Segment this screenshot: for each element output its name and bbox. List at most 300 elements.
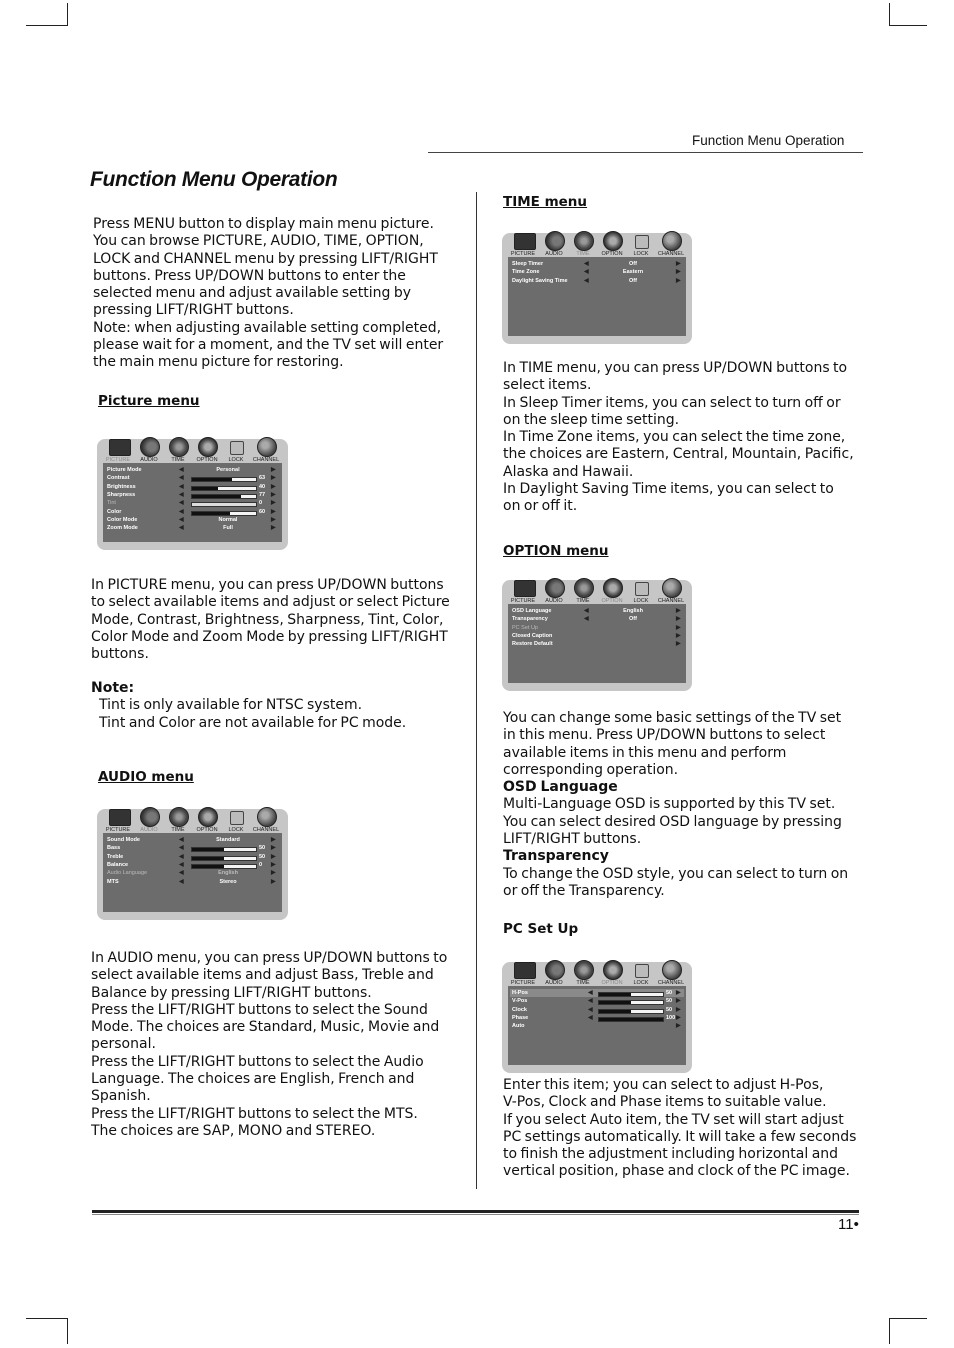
- level-bar-fill: [192, 865, 224, 868]
- menu-tab-label: OPTION: [196, 457, 218, 463]
- text-line: To change the OSD style, you can select to turn on: [503, 865, 849, 882]
- crop-mark: [889, 1318, 927, 1319]
- left-arrow-icon: ◀: [584, 261, 589, 267]
- menu-row: [107, 475, 278, 483]
- text-line: to select available items and adjust or select Picture: [91, 594, 450, 611]
- menu-row: [107, 467, 278, 475]
- text-line: in this menu. Press UP/DOWN buttons to select: [503, 727, 826, 744]
- left-arrow-icon: ◀: [179, 853, 184, 860]
- text-line: The choices are SAP, MONO and STEREO.: [91, 1122, 376, 1139]
- audio-tab-icon: [545, 960, 565, 980]
- left-arrow-icon: ◀: [588, 1014, 593, 1021]
- menu-row-label: Sleep Timer: [512, 261, 544, 267]
- text-line: Press the LIFT/RIGHT buttons to select the Audio: [91, 1053, 424, 1070]
- menu-screen: [508, 604, 686, 683]
- right-arrow-icon: ▶: [676, 616, 681, 623]
- level-bar-fill: [192, 857, 224, 860]
- option-description: [503, 710, 848, 900]
- menu-tab-label: CHANNEL: [252, 827, 280, 833]
- right-arrow-icon: ▶: [271, 483, 276, 490]
- lock-tab-icon: [230, 811, 244, 825]
- menu-row-label: Zoom Mode: [107, 525, 138, 532]
- text-line: or off the Transparency.: [503, 882, 665, 899]
- option-tab-icon: [603, 578, 623, 598]
- column-divider: [476, 192, 477, 1189]
- menu-row-label: V-Pos: [512, 998, 528, 1005]
- menu-row-label: Brightness: [107, 483, 136, 490]
- menu-row-label: Audio Language: [107, 870, 148, 877]
- text-line: the main menu picture for restoring.: [93, 354, 344, 371]
- right-arrow-icon: ▶: [676, 990, 681, 996]
- text-line: buttons. Press UP/DOWN buttons to enter the: [93, 267, 406, 284]
- menu-tab-label: LOCK: [228, 457, 244, 463]
- left-arrow-icon: ◀: [584, 616, 589, 623]
- menu-tab-label: AUDIO: [545, 251, 563, 257]
- crop-mark: [889, 25, 927, 26]
- crop-mark: [26, 1318, 68, 1319]
- time-tab-icon: [574, 231, 594, 251]
- text-line: vertical position, phase and clock of the PC image.: [503, 1163, 850, 1180]
- level-bar-fill: [599, 993, 631, 996]
- menu-row: [107, 862, 278, 870]
- menu-row-value: Standard: [216, 837, 240, 843]
- menu-row-value: Off: [629, 277, 637, 284]
- menu-row: [107, 492, 278, 500]
- menu-row-label: H-Pos: [512, 990, 528, 996]
- right-arrow-icon: ▶: [271, 861, 276, 868]
- menu-row-label: Picture Mode: [107, 467, 142, 473]
- left-arrow-icon: ◀: [584, 269, 589, 276]
- level-value: 60: [259, 508, 266, 515]
- menu-row: [512, 1007, 682, 1015]
- right-arrow-icon: ▶: [271, 525, 276, 532]
- note-label: Note:: [91, 680, 135, 696]
- footer-rule: [92, 1210, 859, 1213]
- menu-row-label: Daylight Saving Time: [512, 277, 568, 284]
- text-line: In TIME menu, you can press UP/DOWN buttons to: [503, 360, 848, 376]
- page-number: 11•: [838, 1216, 859, 1233]
- level-bar-fill: [192, 512, 230, 515]
- menu-screen: [508, 986, 686, 1065]
- menu-row-label: Restore Default: [512, 641, 553, 648]
- menu-row: [512, 616, 682, 624]
- menu-row: [512, 998, 682, 1006]
- text-line: select items.: [503, 377, 592, 394]
- menu-row-value: English: [623, 608, 643, 614]
- menu-row-label: Color Mode: [107, 516, 138, 523]
- text-line: V-Pos, Clock and Phase items to suitable value.: [503, 1094, 827, 1111]
- time-description: [503, 360, 854, 516]
- lock-tab-icon: [635, 235, 649, 249]
- option-menu-heading: OPTION menu: [503, 543, 609, 559]
- menu-row: [512, 608, 682, 616]
- text-line: Note: when adjusting available setting completed,: [93, 319, 442, 336]
- text-line: Spanish.: [91, 1088, 151, 1105]
- text-line: You can select desired OSD language by pressing: [503, 813, 842, 830]
- menu-row-value: English: [218, 870, 238, 877]
- text-line: If you select Auto item, the TV set will start adjust: [503, 1111, 844, 1128]
- level-bar-fill: [192, 487, 218, 490]
- level-value: 40: [259, 483, 266, 490]
- menu-row-label: PC Set Up: [512, 624, 538, 631]
- menu-row: [107, 517, 278, 525]
- time-tab-icon: [574, 578, 594, 598]
- menu-row: [512, 633, 682, 641]
- menu-row: [512, 278, 682, 286]
- crop-mark: [26, 25, 68, 26]
- menu-row-label: Color: [107, 508, 122, 515]
- menu-row-value: Off: [629, 616, 637, 623]
- menu-tab-label: LOCK: [633, 980, 649, 986]
- menu-tab-label: CHANNEL: [657, 598, 685, 604]
- left-arrow-icon: ◀: [179, 845, 184, 852]
- menu-tab-label: TIME: [171, 457, 185, 463]
- text-line: corresponding operation.: [503, 761, 679, 778]
- menu-row-label: Contrast: [107, 475, 130, 482]
- level-value: 50: [259, 853, 266, 860]
- option-menu-screenshot: [502, 580, 692, 691]
- menu-tab-label: LOCK: [228, 827, 244, 833]
- menu-row-label: Treble: [107, 853, 124, 860]
- right-arrow-icon: ▶: [676, 269, 681, 276]
- menu-row-value: Personal: [216, 467, 240, 473]
- menu-row: [512, 261, 682, 269]
- menu-row-label: MTS: [107, 878, 119, 885]
- level-value: 0: [259, 861, 263, 868]
- level-value: 50: [259, 845, 266, 852]
- menu-row-label: Auto: [512, 1023, 525, 1030]
- right-arrow-icon: ▶: [271, 845, 276, 852]
- left-arrow-icon: ◀: [179, 525, 184, 532]
- right-arrow-icon: ▶: [271, 491, 276, 498]
- right-arrow-icon: ▶: [676, 624, 681, 631]
- level-bar: [598, 1017, 664, 1022]
- menu-tab-label: PICTURE: [510, 251, 536, 257]
- text-line: Balance by pressing LIFT/RIGHT buttons.: [91, 984, 372, 1001]
- audio-description: [91, 950, 447, 1140]
- level-bar: [191, 477, 257, 482]
- text-line: You can browse PICTURE, AUDIO, TIME, OPTION,: [93, 233, 424, 250]
- level-value: 50: [666, 990, 673, 996]
- level-bar-fill: [192, 495, 241, 498]
- level-bar: [191, 502, 257, 507]
- text-line: PC settings automatically. It will take a few seconds: [503, 1128, 857, 1145]
- option-tab-icon: [198, 437, 218, 457]
- right-arrow-icon: ▶: [271, 853, 276, 860]
- menu-row: [512, 269, 682, 277]
- text-line: Press MENU button to display main menu picture.: [93, 216, 434, 232]
- left-arrow-icon: ◀: [588, 990, 593, 996]
- menu-screen: [103, 833, 282, 912]
- menu-tab-label: PICTURE: [105, 457, 131, 463]
- text-line: In Sleep Timer items, you can select to turn off or: [503, 394, 841, 411]
- level-bar-fill: [192, 478, 232, 481]
- menu-row: [107, 879, 278, 887]
- left-arrow-icon: ◀: [588, 1006, 593, 1013]
- menu-row-label: Balance: [107, 861, 129, 868]
- time-menu-heading: TIME menu: [503, 194, 588, 210]
- menu-tab-label: CHANNEL: [252, 457, 280, 463]
- level-value: 50: [666, 1006, 673, 1013]
- text-line: available items in this menu and perform: [503, 744, 787, 761]
- menu-row-value: Normal: [218, 516, 238, 523]
- right-arrow-icon: ▶: [271, 870, 276, 877]
- right-arrow-icon: ▶: [271, 475, 276, 482]
- menu-row: [107, 837, 278, 845]
- menu-row-value: Full: [223, 525, 233, 532]
- level-value: 63: [259, 475, 266, 482]
- text-line: In Time Zone items, you can select the time zone,: [503, 429, 846, 446]
- text-line: to finish the adjustment including horizontal and: [503, 1146, 839, 1163]
- text-line: personal.: [91, 1036, 156, 1053]
- menu-row: [512, 990, 682, 998]
- right-arrow-icon: ▶: [271, 508, 276, 515]
- right-arrow-icon: ▶: [676, 261, 681, 267]
- pc-setup-screenshot: [502, 962, 692, 1073]
- text-line: In Daylight Saving Time items, you can select to: [503, 481, 834, 498]
- level-bar: [191, 486, 257, 491]
- level-value: 100: [666, 1014, 676, 1021]
- level-bar: [598, 992, 664, 997]
- left-arrow-icon: ◀: [179, 467, 184, 473]
- level-bar: [191, 511, 257, 516]
- level-bar-fill: [599, 1018, 663, 1021]
- time-menu-screenshot: [502, 233, 692, 344]
- lock-tab-icon: [635, 582, 649, 596]
- menu-row: [107, 845, 278, 853]
- menu-tab-label: TIME: [171, 827, 185, 833]
- menu-row: [512, 1015, 682, 1023]
- menu-tab-label: TIME: [576, 598, 590, 604]
- level-value: 50: [666, 998, 673, 1005]
- text-line: LIFT/RIGHT buttons.: [503, 831, 642, 848]
- menu-row-label: Tint: [107, 500, 116, 507]
- menu-tab-label: CHANNEL: [657, 251, 685, 257]
- text-line: Enter this item; you can select to adjust H-Pos,: [503, 1077, 824, 1093]
- time-tab-icon: [169, 437, 189, 457]
- channel-tab-icon: [257, 437, 277, 457]
- picture-tab-icon: [109, 439, 131, 456]
- level-bar-fill: [192, 848, 224, 851]
- right-arrow-icon: ▶: [271, 837, 276, 843]
- lock-tab-icon: [635, 964, 649, 978]
- menu-row-label: OSD Language: [512, 608, 552, 614]
- audio-menu-screenshot: [97, 809, 288, 920]
- text-line: Tint and Color are not available for PC mode.: [99, 714, 407, 731]
- right-arrow-icon: ▶: [676, 1023, 681, 1030]
- right-arrow-icon: ▶: [271, 878, 276, 885]
- text-line: Press the LIFT/RIGHT buttons to select the MTS.: [91, 1105, 418, 1122]
- menu-screen: [103, 463, 282, 542]
- text-line: pressing LIFT/RIGHT buttons.: [93, 302, 294, 319]
- menu-row-label: Clock: [512, 1006, 527, 1013]
- level-bar-fill: [599, 1010, 631, 1013]
- menu-tab-label: TIME: [576, 251, 590, 257]
- picture-menu-heading: Picture menu: [98, 393, 200, 409]
- menu-row-label: Sound Mode: [107, 837, 140, 843]
- menu-tab-label: OPTION: [601, 251, 623, 257]
- menu-tab-label: PICTURE: [105, 827, 131, 833]
- left-arrow-icon: ◀: [179, 483, 184, 490]
- pc-setup-heading: PC Set Up: [503, 921, 579, 937]
- text-line: Language. The choices are English, French and: [91, 1071, 415, 1088]
- menu-tab-label: AUDIO: [545, 598, 563, 604]
- menu-row: [107, 484, 278, 492]
- left-arrow-icon: ◀: [179, 837, 184, 843]
- right-arrow-icon: ▶: [676, 998, 681, 1005]
- menu-tab-label: OPTION: [601, 598, 623, 604]
- text-line: Color Mode and Zoom Mode by pressing LIFT/RIGHT: [91, 628, 448, 645]
- page-title: Function Menu Operation: [90, 168, 338, 191]
- option-tab-icon: [198, 807, 218, 827]
- picture-note: [91, 680, 406, 732]
- left-arrow-icon: ◀: [179, 500, 184, 507]
- crop-mark: [889, 1318, 890, 1344]
- left-arrow-icon: ◀: [179, 870, 184, 877]
- menu-row: [512, 1023, 682, 1031]
- menu-tab-label: LOCK: [633, 598, 649, 604]
- right-arrow-icon: ▶: [676, 641, 681, 648]
- crop-mark: [67, 3, 68, 26]
- time-tab-icon: [574, 960, 594, 980]
- menu-screen: [508, 257, 686, 336]
- menu-row-value: Off: [629, 261, 637, 267]
- left-arrow-icon: ◀: [179, 475, 184, 482]
- menu-row-label: Closed Caption: [512, 632, 553, 639]
- time-tab-icon: [169, 807, 189, 827]
- menu-tab-label: PICTURE: [510, 980, 536, 986]
- option-tab-icon: [603, 960, 623, 980]
- text-line: buttons.: [91, 646, 149, 663]
- right-arrow-icon: ▶: [676, 1006, 681, 1013]
- intro-paragraph: [93, 216, 443, 372]
- lock-tab-icon: [230, 441, 244, 455]
- text-line: In AUDIO menu, you can press UP/DOWN buttons to: [91, 950, 448, 966]
- level-bar-fill: [599, 1001, 631, 1004]
- level-bar: [191, 494, 257, 499]
- right-arrow-icon: ▶: [676, 1014, 681, 1021]
- level-bar: [191, 847, 257, 852]
- menu-tab-label: CHANNEL: [657, 980, 685, 986]
- crop-mark: [67, 1318, 68, 1344]
- header-rule: [428, 152, 863, 153]
- menu-row: [107, 854, 278, 862]
- left-arrow-icon: ◀: [179, 878, 184, 885]
- picture-tab-icon: [514, 580, 536, 597]
- option-tab-icon: [603, 231, 623, 251]
- text-line: please wait for a moment, and the TV set will enter: [93, 337, 444, 354]
- text-line: Tint is only available for NTSC system.: [99, 697, 363, 714]
- text-line: In PICTURE menu, you can press UP/DOWN buttons: [91, 577, 444, 593]
- menu-row: [107, 509, 278, 517]
- transparency-heading: Transparency: [503, 848, 609, 865]
- text-line: Alaska and Hawaii.: [503, 463, 634, 480]
- crop-mark: [889, 3, 890, 26]
- level-bar: [598, 1009, 664, 1014]
- menu-tab-label: AUDIO: [140, 827, 158, 833]
- picture-description: [91, 577, 450, 663]
- channel-tab-icon: [662, 231, 682, 251]
- menu-row-label: Sharpness: [107, 491, 136, 498]
- left-arrow-icon: ◀: [588, 998, 593, 1005]
- right-arrow-icon: ▶: [271, 467, 276, 473]
- right-arrow-icon: ▶: [271, 516, 276, 523]
- menu-row: [107, 525, 278, 533]
- left-arrow-icon: ◀: [179, 861, 184, 868]
- right-arrow-icon: ▶: [676, 632, 681, 639]
- menu-tab-label: AUDIO: [140, 457, 158, 463]
- left-arrow-icon: ◀: [584, 277, 589, 284]
- menu-row-value: Stereo: [219, 878, 237, 885]
- menu-row-value: Eastern: [622, 269, 644, 276]
- menu-tab-label: PICTURE: [510, 598, 536, 604]
- menu-tab-label: OPTION: [196, 827, 218, 833]
- text-line: Multi-Language OSD is supported by this TV set.: [503, 796, 836, 813]
- osd-language-heading: OSD Language: [503, 779, 618, 796]
- audio-tab-icon: [140, 807, 160, 827]
- text-line: selected menu and adjust available setting by: [93, 285, 412, 302]
- menu-row-label: Time Zone: [512, 269, 540, 276]
- text-line: Press the LIFT/RIGHT buttons to select the Sound: [91, 1001, 428, 1018]
- level-bar: [191, 864, 257, 869]
- picture-tab-icon: [514, 962, 536, 979]
- menu-tab-label: TIME: [576, 980, 590, 986]
- channel-tab-icon: [257, 807, 277, 827]
- menu-row: [107, 500, 278, 508]
- right-arrow-icon: ▶: [676, 608, 681, 614]
- audio-tab-icon: [545, 578, 565, 598]
- footer-rule-thin: [92, 1214, 859, 1215]
- menu-tab-label: AUDIO: [545, 980, 563, 986]
- level-bar: [191, 856, 257, 861]
- menu-row: [512, 641, 682, 649]
- left-arrow-icon: ◀: [179, 508, 184, 515]
- channel-tab-icon: [662, 578, 682, 598]
- level-value: 77: [259, 491, 266, 498]
- menu-row-label: Phase: [512, 1014, 529, 1021]
- audio-tab-icon: [140, 437, 160, 457]
- text-line: You can change some basic settings of the TV set: [503, 710, 842, 726]
- menu-tab-label: OPTION: [601, 980, 623, 986]
- left-arrow-icon: ◀: [179, 516, 184, 523]
- menu-row: [107, 870, 278, 878]
- menu-row-label: Transparency: [512, 616, 548, 623]
- menu-tab-label: LOCK: [633, 251, 649, 257]
- picture-tab-icon: [514, 233, 536, 250]
- running-header: Function Menu Operation: [692, 133, 845, 148]
- level-bar: [598, 1000, 664, 1005]
- channel-tab-icon: [662, 960, 682, 980]
- level-value: 0: [259, 500, 263, 507]
- menu-row: [512, 625, 682, 633]
- menu-row-label: Bass: [107, 845, 121, 852]
- text-line: the choices are Eastern, Central, Mountain, Pacific,: [503, 446, 854, 463]
- text-line: on the sleep time setting.: [503, 411, 680, 428]
- text-line: on or off it.: [503, 498, 578, 515]
- picture-tab-icon: [109, 809, 131, 826]
- text-line: LOCK and CHANNEL menu by pressing LIFT/RIGHT: [93, 250, 438, 267]
- right-arrow-icon: ▶: [271, 500, 276, 507]
- picture-menu-screenshot: [97, 439, 288, 550]
- text-line: select available items and adjust Bass, Treble and: [91, 967, 434, 984]
- pc-setup-description: [503, 1077, 856, 1181]
- left-arrow-icon: ◀: [179, 491, 184, 498]
- left-arrow-icon: ◀: [584, 608, 589, 614]
- text-line: Mode, Contrast, Brightness, Sharpness, Tint, Color,: [91, 611, 444, 628]
- text-line: Mode. The choices are Standard, Music, Movie and: [91, 1019, 440, 1036]
- audio-menu-heading: AUDIO menu: [98, 769, 194, 785]
- audio-tab-icon: [545, 231, 565, 251]
